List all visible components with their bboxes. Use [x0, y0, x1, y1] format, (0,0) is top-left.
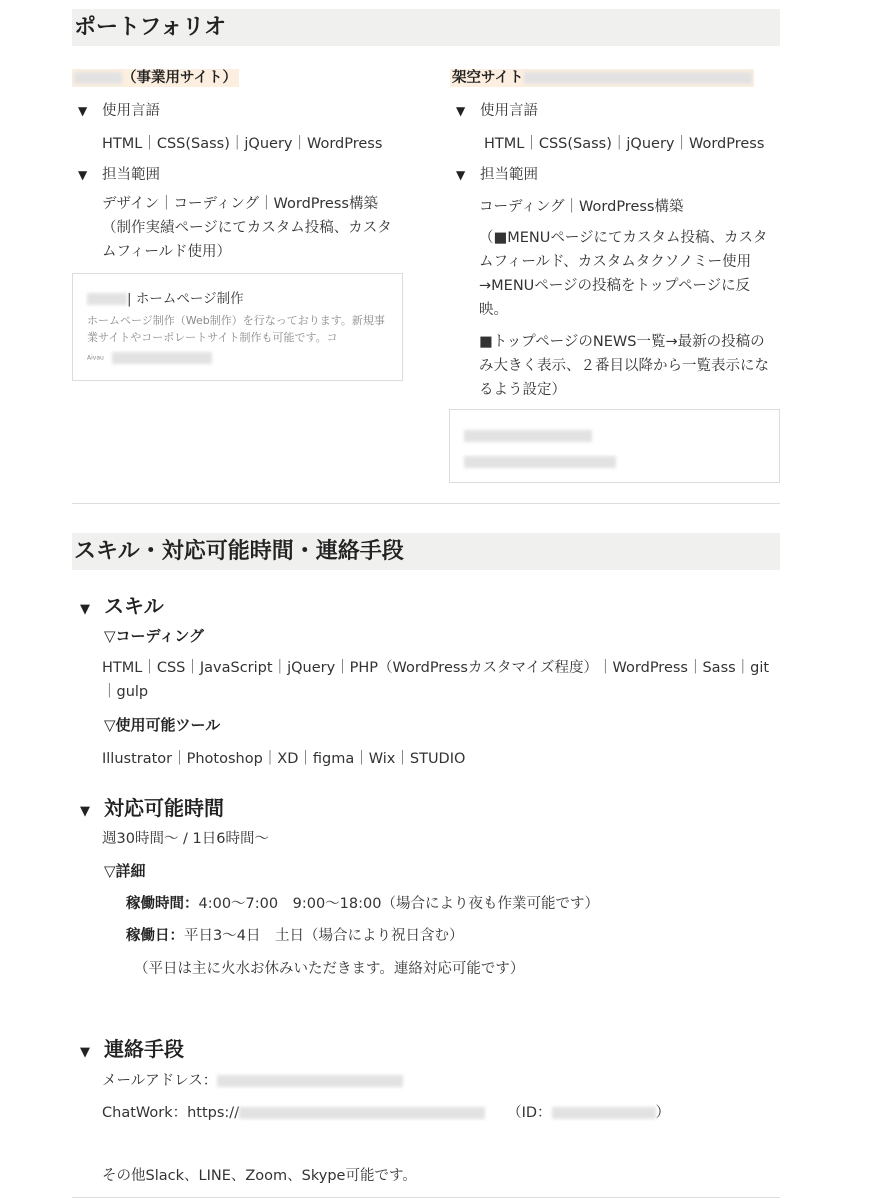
right-note-1: （■MENUページにてカスタム投稿、カスタムフィールド、カスタムタクソノミー使用→MENUページの投稿をトップページに反映。 [479, 230, 768, 318]
coding-value: HTML｜CSS｜JavaScript｜jQuery｜PHP（WordPressカスタマイズ程度）｜WordPress｜Sass｜git｜gulp [102, 660, 770, 700]
skill-heading: ▼ スキル [80, 594, 164, 618]
left-site-title [72, 66, 239, 87]
right-note-2: ■トップページのNEWS一覧→最新の投稿のみ大きく表示、２番目以降から一覧表示になるよう設定） [479, 334, 769, 398]
detail-subheading: ▽詳細 [104, 862, 146, 880]
right-link-card[interactable] [449, 409, 780, 483]
bottom-divider [72, 1197, 780, 1198]
tools-subheading: ▽使用可能ツール [104, 716, 221, 734]
portfolio-heading: ポートフォリオ [72, 9, 780, 46]
triangle-icon: ▼ [456, 104, 466, 118]
redacted-chatwork-id [552, 1107, 656, 1119]
right-site-title [450, 66, 754, 87]
left-scope-value: デザイン｜コーディング｜WordPress構築（制作実績ページにてカスタム投稿、カスタムフィールド使用） [102, 196, 392, 260]
other-contact: その他Slack、LINE、Zoom、Skype可能です。 [102, 1168, 417, 1184]
left-scope-heading: ▼ 担当範囲 [78, 167, 160, 183]
coding-subheading: ▽コーディング [104, 627, 205, 645]
triangle-icon: ▼ [78, 168, 88, 182]
card-url: Aivau [87, 352, 212, 364]
triangle-icon: ▼ [80, 1045, 90, 1060]
contact-heading: ▼ 連絡手段 [80, 1037, 184, 1061]
hours-heading: ▼ 対応可能時間 [80, 796, 224, 820]
hours-summary: 週30時間～ / 1日6時間～ [102, 831, 270, 847]
left-link-card[interactable] [72, 273, 403, 381]
card-title: | ホームページ制作 [87, 287, 244, 307]
right-lang-heading: ▼ 使用言語 [456, 103, 538, 119]
redacted-card-url [464, 456, 616, 468]
triangle-icon: ▼ [80, 804, 90, 819]
right-scope-heading: ▼ 担当範囲 [456, 167, 538, 183]
right-lang-value: HTML｜CSS(Sass)｜jQuery｜WordPress [484, 136, 765, 152]
section-divider [72, 503, 780, 504]
redacted-card-title [464, 430, 592, 442]
redacted-site-name [524, 72, 752, 84]
card-description: ホームページ制作（Web制作）を行なっております。新規事業サイトやコーポレートサイト制作も可能です。コ [87, 314, 385, 344]
work-time: 稼働時間：4:00～7:00 9:00～18:00（場合により夜も作業可能です） [126, 896, 599, 912]
redacted-card-name [87, 293, 127, 305]
email-row: メールアドレス： [102, 1069, 403, 1090]
left-lang-heading: ▼ 使用言語 [78, 103, 160, 119]
skills-section-heading: スキル・対応可能時間・連絡手段 [72, 533, 780, 570]
tools-value: Illustrator｜Photoshop｜XD｜figma｜Wix｜STUDIO [102, 751, 466, 767]
chatwork-row: ChatWork：https:// （ID： ） [102, 1105, 671, 1121]
left-site-title-text: （事業用サイト） [122, 70, 237, 86]
triangle-icon: ▼ [78, 104, 88, 118]
redacted-site-name [74, 72, 122, 84]
triangle-icon: ▼ [80, 602, 90, 617]
redacted-card-url [112, 352, 212, 364]
right-scope-value: コーディング｜WordPress構築 [479, 199, 684, 215]
triangle-icon: ▼ [456, 168, 466, 182]
left-lang-value: HTML｜CSS(Sass)｜jQuery｜WordPress [102, 136, 383, 152]
right-site-title-text: 架空サイト [452, 70, 524, 86]
redacted-chatwork-url [239, 1107, 485, 1119]
hours-note: （平日は主に火水お休みいただきます。連絡対応可能です） [134, 961, 525, 977]
redacted-email [217, 1075, 403, 1087]
work-days: 稼働日：平日3～4日 土日（場合により祝日含む） [126, 928, 464, 944]
